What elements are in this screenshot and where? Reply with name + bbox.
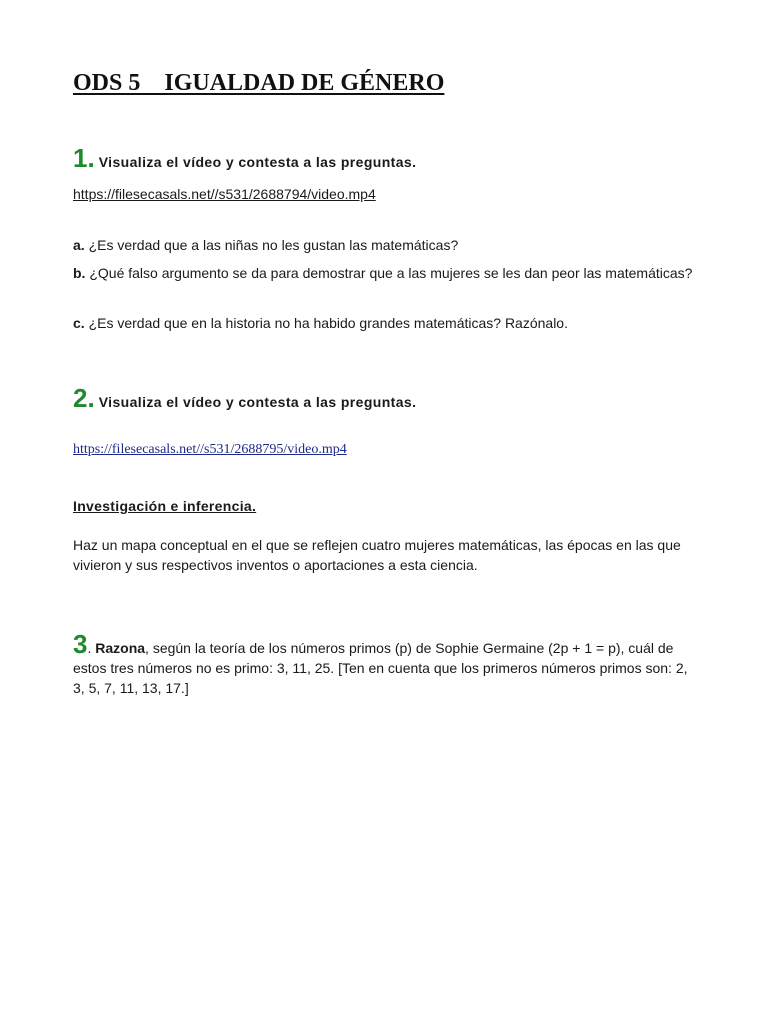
question-b <box>73 261 693 286</box>
section-1-heading-text: Visualiza el vídeo y contesta a las preguntas. <box>98 154 417 170</box>
concept-map-instruction: Haz un mapa conceptual en el que se reflejen cuatro mujeres matemáticas, las épocas en las que vivieron y sus respectivos inventos o aportaciones a esta ciencia. <box>73 537 681 573</box>
question-a-text: ¿Es verdad que a las niñas no les gustan las matemáticas? <box>84 237 459 253</box>
section-1-number: 1. <box>73 143 95 173</box>
section-3-number: 3 <box>73 629 88 659</box>
question-b-letter: b. <box>73 265 86 281</box>
section-3-text: , según la teoría de los números primos (p) de Sophie Germaine (2p + 1 = p), cuál de estos tres números no es primo: 3, 11, 25. [Ten en cuenta que los primeros números primos son: 2, 3, 5, 7, 11, 13, 17.] <box>73 640 688 696</box>
section-1-heading <box>73 143 416 174</box>
question-c <box>73 311 693 336</box>
question-c-letter: c. <box>73 315 85 331</box>
section-3-keyword: Razona <box>95 640 146 656</box>
page-title: ODS 5 IGUALDAD DE GÉNERO <box>73 70 445 96</box>
video-link-1[interactable]: https://filesecasals.net//s531/2688794/video.mp4 <box>73 186 376 202</box>
section-3-paragraph <box>73 629 703 698</box>
investigation-subheading: Investigación e inferencia. <box>73 498 257 514</box>
section-3-dot: . <box>87 640 96 656</box>
section-2-heading-text: Visualiza el vídeo y contesta a las preguntas. <box>98 394 417 410</box>
question-a <box>73 233 693 258</box>
question-b-text: ¿Qué falso argumento se da para demostrar que a las mujeres se les dan peor las matemáticas? <box>85 265 693 281</box>
video-link-2[interactable]: https://filesecasals.net//s531/2688795/video.mp4 <box>73 442 347 457</box>
section-2-number: 2. <box>73 383 95 413</box>
question-c-text: ¿Es verdad que en la historia no ha habido grandes matemáticas? Razónalo. <box>84 315 568 331</box>
question-a-letter: a. <box>73 237 85 253</box>
section-2-heading <box>73 383 416 414</box>
